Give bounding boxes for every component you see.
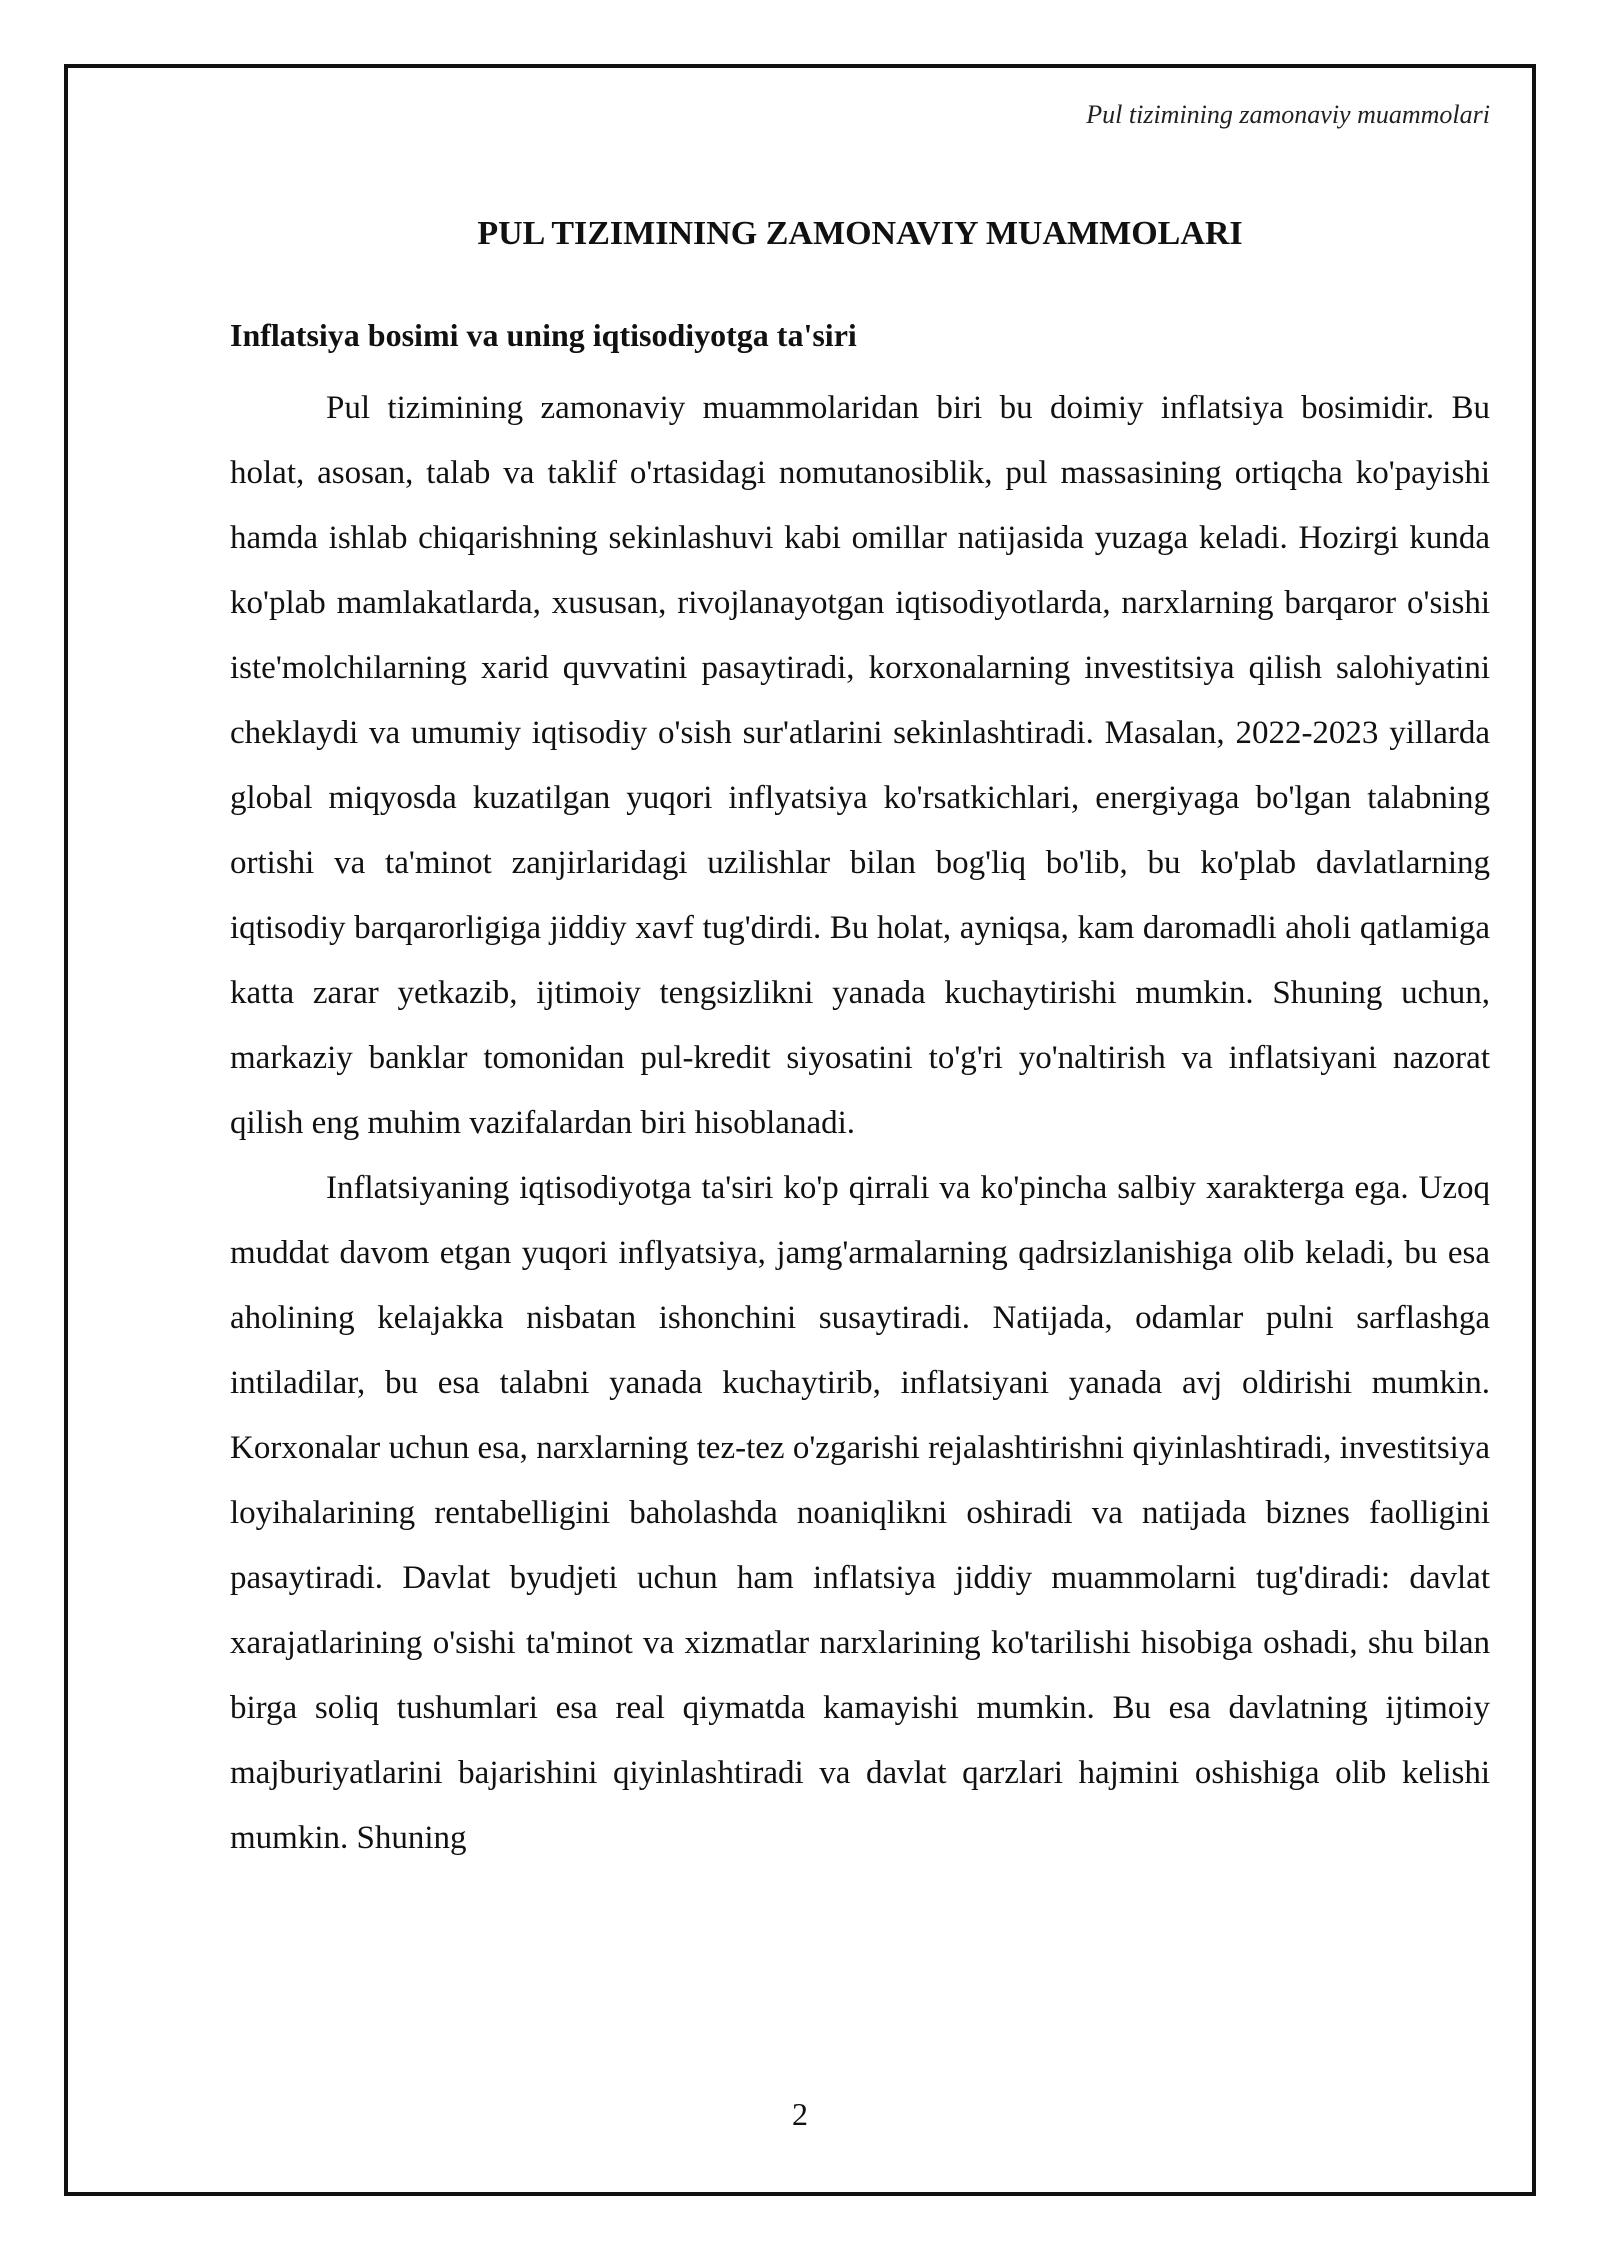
document-title: PUL TIZIMINING ZAMONAVIY MUAMMOLARI bbox=[477, 215, 1243, 252]
paragraph-2: Inflatsiyaning iqtisodiyotga ta'siri ko'p qirrali va ko'pincha salbiy xarakterga ega. Uzoq muddat davom etgan yuqori inflyatsiya, jamg'armalarning qadrsizlanishiga olib keladi, bu esa aholining kelajakka nisbatan ishonchini susaytiradi. Natijada, odamlar pulni sarflashga intiladilar, bu esa talabni yanada kuchaytirib, inflatsiyani yanada avj oldirishi mumkin. Korxonalar uchun esa, narxlarning tez-tez o'zgarishi rejalashtirishni qiyinlashtiradi, investitsiya loyihalarining rentabelligini baholashda noaniqlikni oshiradi va natijada biznes faolligini pasaytiradi. Davlat byudjeti uchun ham inflatsiya jiddiy muammolarni tug'diradi: davlat xarajatlarining o'sishi ta'minot va xizmatlar narxlarining ko'tarilishi hisobiga oshadi, shu bilan birga soliq tushumlari esa real qiymatda kamayishi mumkin. Bu esa davlatning ijtimoiy majburiyatlarini bajarishini qiyinlashtiradi va davlat qarzlari hajmini oshishiga olib kelishi mumkin. Shuning bbox=[230, 1170, 1490, 1857]
paragraph-1: Pul tizimining zamonaviy muammolaridan biri bu doimiy inflatsiya bosimidir. Bu holat, asosan, talab va taklif o'rtasidagi nomutanosiblik, pul massasining ortiqcha ko'payishi hamda ishlab chiqarishning sekinlashuvi kabi omillar natijasida yuzaga keladi. Hozirgi kunda ko'plab mamlakatlarda, xususan, rivojlanayotgan iqtisodiyotlarda, narxlarning barqaror o'sishi iste'molchilarning xarid quvvatini pasaytiradi, korxonalarning investitsiya qilish salohiyatini cheklaydi va umumiy iqtisodiy o'sish sur'atlarini sekinlashtiradi. Masalan, 2022-2023 yillarda global miqyosda kuzatilgan yuqori inflyatsiya ko'rsatkichlari, energiyaga bo'lgan talabning ortishi va ta'minot zanjirlaridagi uzilishlar bilan bog'liq bo'lib, bu ko'plab davlatlarning iqtisodiy barqarorligiga jiddiy xavf tug'dirdi. Bu holat, ayniqsa, kam daromadli aholi qatlamiga katta zarar yetkazib, ijtimoiy tengsizlikni yanada kuchaytirishi mumkin. Shuning uchun, markaziy banklar tomonidan pul-kredit siyosatini to'g'ri yo'naltirish va inflatsiyani nazorat qilish eng muhim vazifalardan biri hisoblanadi. bbox=[230, 390, 1490, 1142]
section-heading: Inflatsiya bosimi va uning iqtisodiyotga ta'siri bbox=[230, 316, 857, 353]
page-content bbox=[230, 214, 1490, 1871]
page-number: 2 bbox=[792, 2096, 808, 2132]
running-header: Pul tizimining zamonaviy muammolari bbox=[1086, 100, 1490, 129]
